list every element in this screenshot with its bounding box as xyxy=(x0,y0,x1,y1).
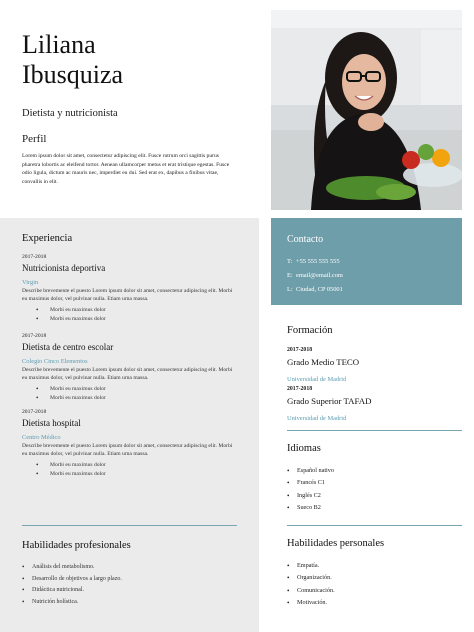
profile-text: Lorem ipsum dolor sit amet, consectetur adipiscing elit. Fusce rutrum orci sagittis purus pharetra lobortis ac eleifend tortor. Aenean ullamcorper metus et erat tristique egestas. Fusce odio ligula, dictum ac mauris nec, imperdiet eu dui. Sed erat ex, dapibus a finibus vitae, convallis in elit. xyxy=(22,153,230,185)
profile-photo xyxy=(271,10,462,210)
experience-date: 2017-2018 xyxy=(22,254,47,260)
personal-skills-list xyxy=(287,560,335,609)
experience-role: Dietista de centro escolar xyxy=(22,342,114,352)
experience-bullet: • Morbi eu maximus dolor xyxy=(36,385,237,394)
profile-heading: Perfil xyxy=(22,133,47,145)
location-prefix: L: xyxy=(287,286,293,293)
education-date: 2017-2018 xyxy=(287,386,313,392)
experience-company: Colegio Cinco Elementos xyxy=(22,358,88,365)
first-name: Liliana xyxy=(22,30,96,59)
experience-heading: Experiencia xyxy=(22,233,73,244)
education-institution: Universidad de Madrid xyxy=(287,415,347,422)
phone-value: +55 555 555 555 xyxy=(296,258,340,265)
education-item xyxy=(287,386,372,422)
language-item: • Sueco B2 xyxy=(287,502,334,514)
experience-bullets xyxy=(22,306,237,324)
language-item: • Inglés C2 xyxy=(287,490,334,502)
language-item: • Español nativo xyxy=(287,465,334,477)
experience-role: Dietista hospital xyxy=(22,418,81,428)
education-heading: Formación xyxy=(287,325,333,336)
professional-skill: • Desarrollo de objetivos a largo plazo. xyxy=(22,574,122,586)
experience-company: Virgin xyxy=(22,279,39,286)
languages-heading: Idiomas xyxy=(287,443,321,454)
education-institution: Universidad de Madrid xyxy=(287,376,347,383)
section-divider xyxy=(287,430,462,431)
section-divider xyxy=(22,525,237,526)
education-title: Grado Superior TAFAD xyxy=(287,396,372,406)
contact-email xyxy=(287,272,343,279)
contact-box xyxy=(271,218,462,305)
experience-description: Describe brevemente el puesto Lorem ipsum dolor sit amet, consectetur adipiscing elit. Morbi eu maximus dolor, vel pulvinar nulla. Etiam urna massa. xyxy=(22,288,233,302)
email-prefix: E: xyxy=(287,272,293,279)
job-title: Dietista y nutricionista xyxy=(22,108,118,119)
location-value: Ciudad, CP 05001 xyxy=(296,286,343,293)
professional-skill: • Nutrición holística. xyxy=(22,597,122,609)
professional-skills-heading: Habilidades profesionales xyxy=(22,540,131,551)
experience-bullets xyxy=(22,461,237,479)
experience-bullet: • Morbi eu maximus dolor xyxy=(36,470,237,479)
contact-phone xyxy=(287,258,340,265)
experience-item xyxy=(22,333,237,403)
experience-item xyxy=(22,254,237,324)
experience-bullet: • Morbi eu maximus dolor xyxy=(36,461,237,470)
professional-skill: • Análisis del metabolismo. xyxy=(22,562,122,574)
education-date: 2017-2018 xyxy=(287,347,313,353)
email-value: email@email.com xyxy=(296,272,343,279)
experience-bullet: • Morbi eu maximus dolor xyxy=(36,306,237,315)
education-title: Grado Medio TECO xyxy=(287,357,360,367)
experience-description: Describe brevemente el puesto Lorem ipsum dolor sit amet, consectetur adipiscing elit. Morbi eu maximus dolor, vel pulvinar nulla. Etiam urna massa. xyxy=(22,367,233,381)
experience-description: Describe brevemente el puesto Lorem ipsum dolor sit amet, consectetur adipiscing elit. Morbi eu maximus dolor, vel pulvinar nulla. Etiam urna massa. xyxy=(22,443,233,457)
candidate-name xyxy=(22,30,123,90)
personal-skill: • Organización. xyxy=(287,572,335,584)
professional-skills-list xyxy=(22,562,122,608)
experience-date: 2017-2018 xyxy=(22,333,47,339)
experience-bullets xyxy=(22,385,237,403)
profile-photo-illustration xyxy=(271,10,462,210)
personal-skill: • Comunicación. xyxy=(287,585,335,597)
phone-prefix: T: xyxy=(287,258,293,265)
professional-skill: • Didáctica nutricional. xyxy=(22,585,122,597)
last-name: Ibusquiza xyxy=(22,60,124,89)
contact-location xyxy=(287,286,343,293)
experience-date: 2017-2018 xyxy=(22,409,47,415)
contact-heading: Contacto xyxy=(287,234,324,245)
personal-skills-heading: Habilidades personales xyxy=(287,538,385,549)
education-item xyxy=(287,347,359,383)
experience-role: Nutricionista deportiva xyxy=(22,263,106,273)
personal-skill: • Empatía. xyxy=(287,560,335,572)
experience-item xyxy=(22,409,237,479)
personal-skill: • Motivación. xyxy=(287,597,335,609)
section-divider xyxy=(287,525,462,526)
experience-bullet: • Morbi eu maximus dolor xyxy=(36,394,237,403)
experience-company: Centro Médico xyxy=(22,434,61,441)
experience-bullet: • Morbi eu maximus dolor xyxy=(36,315,237,324)
languages-list xyxy=(287,465,334,514)
language-item: • Francés C1 xyxy=(287,477,334,489)
